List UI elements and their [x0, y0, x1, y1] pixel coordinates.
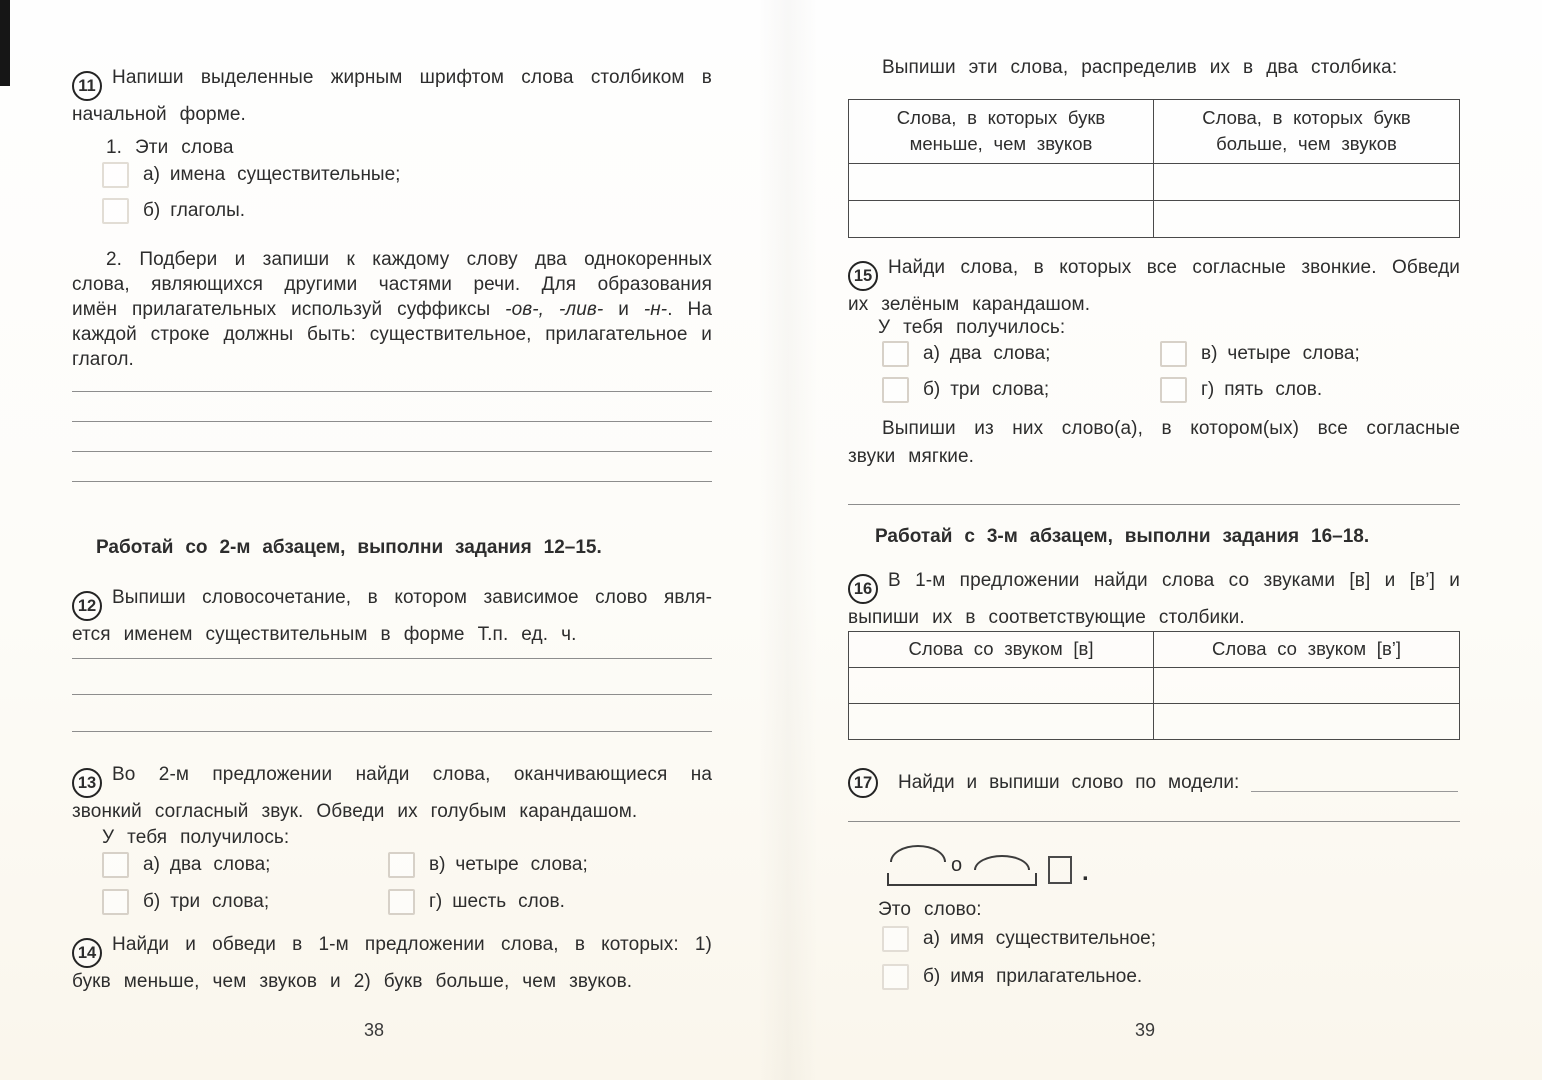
writing-line[interactable]	[72, 392, 712, 422]
task-13-prompt: У тебя получилось:	[102, 827, 290, 848]
task-14-number-badge: 14	[72, 938, 102, 968]
writing-line[interactable]	[72, 659, 712, 696]
option-letter: б)	[143, 891, 161, 912]
task-15-option-v	[1160, 341, 1360, 367]
option-letter: в)	[429, 854, 446, 875]
option-label: два слова;	[169, 854, 271, 875]
task-13-option-a	[102, 852, 270, 878]
connecting-vowel: о	[951, 854, 963, 876]
option-label: пять слов.	[1224, 379, 1323, 400]
option-letter: а)	[923, 343, 940, 364]
table-cell-empty[interactable]	[849, 164, 1154, 200]
option-label: два слова;	[949, 343, 1051, 364]
task-17-number-badge: 17	[848, 768, 878, 798]
task-11-item-2-text: 2. Подбери и запиши к каждому слову два однокоренных слова, являющихся другими частями речи. Для образования имён прилагательных используй суффиксы	[72, 249, 712, 320]
option-letter: а)	[923, 928, 940, 949]
task-11-text: Напиши выделенные жирным шрифтом слова столбиком в начальной форме.	[72, 67, 712, 125]
table-cell-empty[interactable]	[849, 704, 1154, 739]
writing-line[interactable]	[72, 362, 712, 392]
task-11-number-badge: 11	[72, 71, 102, 101]
table-cell-empty[interactable]	[849, 668, 1154, 703]
task-17-prompt: Это слово:	[878, 899, 982, 920]
table-row	[849, 668, 1459, 704]
option-letter: б)	[923, 379, 941, 400]
task-15-checkbox-a[interactable]	[882, 341, 909, 367]
task-17-text: Найди и выпиши слово по модели:	[898, 772, 1240, 793]
task-13-option-v	[388, 852, 588, 878]
task-15-checkbox-g[interactable]	[1160, 377, 1187, 403]
option-label: три слова;	[170, 891, 270, 912]
section-heading-12-15: Работай со 2-м абзацем, выполни задания 12–15.	[96, 537, 602, 558]
task-13-checkbox-a[interactable]	[102, 852, 129, 878]
writing-line[interactable]	[72, 422, 712, 452]
task-11-options	[72, 162, 712, 234]
table-header-more-letters: Слова, в которых букв больше, чем звуков	[1202, 107, 1411, 154]
task-11-item-2	[72, 247, 712, 372]
writing-line[interactable]	[848, 821, 1460, 822]
option-label: четыре слова;	[455, 854, 588, 875]
option-letter: б)	[143, 200, 161, 221]
table-header-row	[849, 100, 1459, 164]
table-cell-empty[interactable]	[849, 201, 1154, 237]
table-cell-empty[interactable]	[1154, 201, 1459, 237]
task-16-number-badge: 16	[848, 574, 878, 604]
table-cell-empty[interactable]	[1154, 704, 1459, 739]
task-11-item-2-tail: . На каждой строке должны быть: существительное, прилагательное и глагол.	[72, 299, 712, 370]
table-row	[849, 201, 1459, 237]
task-13-text: Во 2-м предложении найди слова, оканчивающиеся на звонкий согласный звук. Обведи их голубым карандашом.	[72, 764, 712, 822]
task-17-option-a	[882, 926, 1156, 952]
word-model-diagram	[890, 845, 1100, 897]
table-cell-empty[interactable]	[1154, 668, 1459, 703]
page-38	[72, 0, 712, 1080]
task-12-writing-area	[72, 622, 712, 732]
table-header-sound-v-soft: Слова со звуком [в’]	[1211, 638, 1402, 659]
root-arc-icon	[890, 845, 946, 862]
table-row	[849, 164, 1459, 201]
task-15-checkbox-v[interactable]	[1160, 341, 1187, 367]
root-arc-icon	[974, 855, 1030, 870]
page-number-38: 38	[363, 1020, 385, 1040]
writing-line[interactable]	[848, 504, 1460, 505]
writing-line[interactable]	[72, 622, 712, 659]
task-13-option-g	[388, 889, 565, 915]
option-letter: в)	[1201, 343, 1218, 364]
section-heading-16-18: Работай с 3-м абзацем, выполни задания 16–18.	[875, 526, 1370, 547]
task-15-option-a	[882, 341, 1050, 367]
task-13-checkbox-v[interactable]	[388, 852, 415, 878]
task-15-text: Найди слова, в которых все согласные звонкие. Обведи их зелёным карандашом.	[848, 257, 1460, 315]
task-16-text: В 1-м предложении найди слова со звуками [в] и [в’] и выпиши их в соответствующие столбики.	[848, 570, 1460, 628]
writing-line[interactable]	[72, 452, 712, 482]
task-11-checkbox-a[interactable]	[102, 162, 129, 188]
scan-artifact-mark	[0, 0, 10, 86]
task-13-number-badge: 13	[72, 768, 102, 798]
task-17-option-b	[882, 964, 1142, 990]
option-label: глаголы.	[170, 200, 246, 221]
task-15-number-badge: 15	[848, 261, 878, 291]
task-13-options	[72, 852, 712, 926]
task-11-item-1: 1. Эти слова	[106, 137, 234, 158]
table-row	[849, 704, 1459, 739]
task-13-option-b	[102, 889, 269, 915]
task-17	[848, 768, 1460, 798]
task-14-continuation: Выпиши эти слова, распределив их в два столбика:	[882, 57, 1398, 78]
option-letter: а)	[143, 164, 160, 185]
task-17-options	[848, 926, 1460, 1002]
diagram-period: .	[1082, 859, 1089, 886]
task-15-options	[848, 341, 1460, 413]
table-cell-empty[interactable]	[1154, 164, 1459, 200]
page-39	[848, 0, 1460, 1080]
task-15-option-g	[1160, 377, 1322, 403]
option-label: имена существительные;	[169, 164, 401, 185]
suffix-n: -н-	[643, 299, 668, 320]
task-14-text: Найди и обведи в 1-м предложении слова, в которых: 1) букв меньше, чем звуков и 2) букв больше, чем звуков.	[72, 934, 712, 992]
option-label: четыре слова;	[1227, 343, 1360, 364]
table-header-sound-v: Слова со звуком [в]	[849, 632, 1154, 667]
option-label: имя существительное;	[949, 928, 1157, 949]
task-17-checkbox-a[interactable]	[882, 926, 909, 952]
task-15-checkbox-b[interactable]	[882, 377, 909, 403]
task-11-writing-area	[72, 362, 712, 482]
option-label: имя прилагательное.	[950, 966, 1143, 987]
task-13	[72, 761, 712, 826]
task-11-checkbox-b[interactable]	[102, 198, 129, 224]
page-gutter-shadow	[758, 0, 818, 1080]
task-16	[848, 567, 1460, 632]
table-header-fewer-letters: Слова, в которых букв меньше, чем звуков	[849, 100, 1154, 163]
option-label: три слова;	[950, 379, 1050, 400]
task-15-option-b	[882, 377, 1049, 403]
answer-line[interactable]	[1251, 772, 1458, 792]
option-label: шесть слов.	[452, 891, 565, 912]
task-12-number-badge: 12	[72, 591, 102, 621]
table-header-row	[849, 632, 1459, 668]
option-letter: а)	[143, 854, 160, 875]
task-14	[72, 931, 712, 996]
page-number-39: 39	[1134, 1020, 1156, 1040]
sound-v-table	[848, 631, 1460, 740]
task-12-text: Выпиши словосочетание, в котором зависимое слово является именем существительным в форме Т.п. ед. ч.	[72, 587, 712, 645]
ending-box-icon[interactable]	[1048, 856, 1072, 884]
writing-line[interactable]	[72, 695, 712, 732]
word-base-bracket-icon	[887, 873, 1037, 886]
option-letter: г)	[429, 891, 443, 912]
task-11-option-b	[102, 198, 245, 224]
letters-sounds-table	[848, 99, 1460, 238]
task-11-option-a	[102, 162, 400, 188]
task-15	[848, 254, 1460, 319]
task-11	[72, 64, 712, 129]
task-15-prompt: У тебя получилось:	[878, 317, 1066, 338]
task-13-checkbox-b[interactable]	[102, 889, 129, 915]
option-letter: б)	[923, 966, 941, 987]
conjunction: и	[603, 299, 644, 320]
task-17-checkbox-b[interactable]	[882, 964, 909, 990]
task-13-checkbox-g[interactable]	[388, 889, 415, 915]
option-letter: г)	[1201, 379, 1215, 400]
suffix-ov-liv: -ов-, -лив-	[505, 299, 604, 320]
task-15-outro: Выпиши из них слово(а), в котором(ых) все согласные звуки мягкие.	[848, 418, 1460, 467]
